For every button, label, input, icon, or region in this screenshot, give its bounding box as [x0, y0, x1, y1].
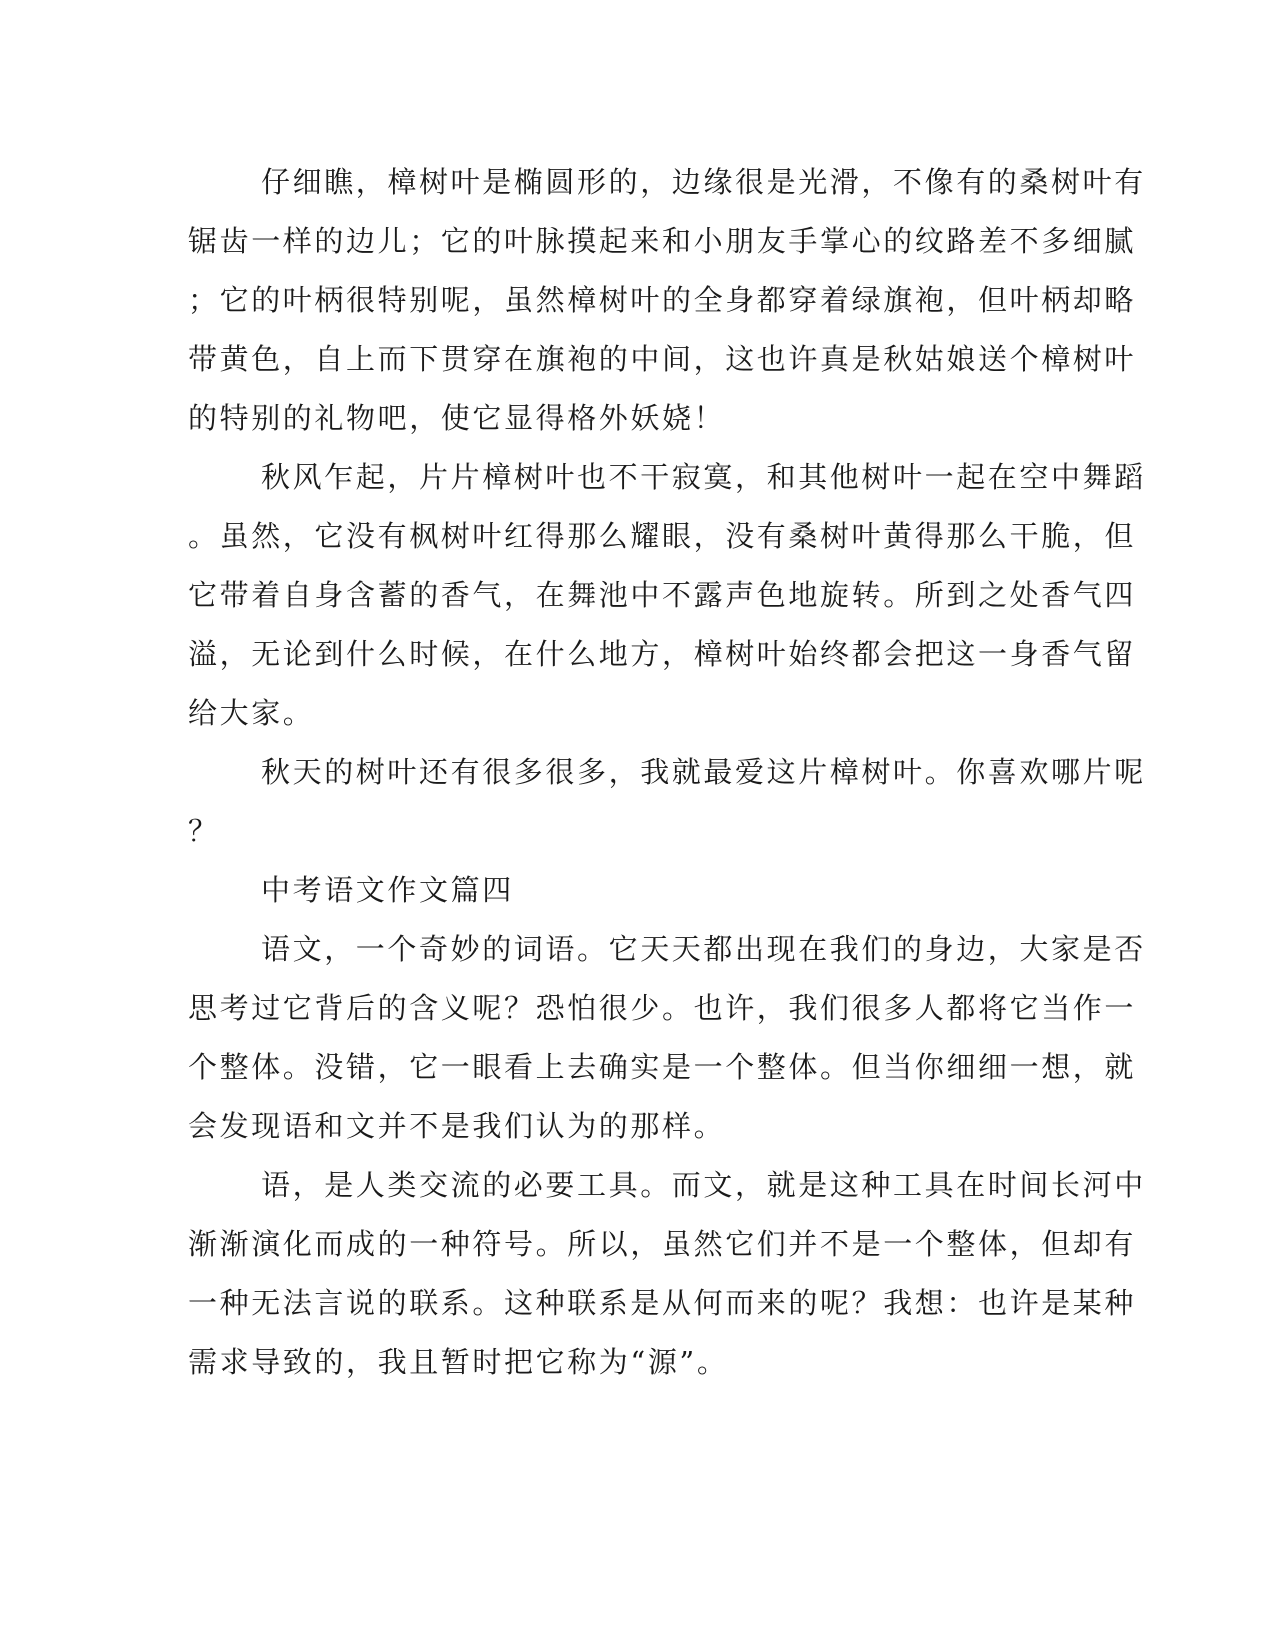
- text-line: 的特别的礼物吧，使它显得格外妖娆！: [188, 401, 726, 435]
- text-line: 一种无法言说的联系。这种联系是从何而来的呢？我想：也许是某种: [188, 1286, 1137, 1320]
- text-line: 锯齿一样的边儿；它的叶脉摸起来和小朋友手掌心的纹路差不多细腻: [188, 224, 1137, 258]
- text-line: ；它的叶柄很特别呢，虽然樟树叶的全身都穿着绿旗袍，但叶柄却略: [188, 283, 1137, 317]
- text-line: 给大家。: [188, 696, 315, 730]
- text-line: ？: [188, 814, 220, 848]
- text-line: 会发现语和文并不是我们认为的那样。: [188, 1109, 726, 1143]
- text-line: 需求导致的，我且暂时把它称为“源”。: [188, 1345, 729, 1379]
- section-heading: 中考语文作文篇四: [261, 873, 514, 907]
- text-line: 个整体。没错，它一眼看上去确实是一个整体。但当你细细一想，就: [188, 1050, 1137, 1084]
- text-line: 秋天的树叶还有很多很多，我就最爱这片樟树叶。你喜欢哪片呢: [261, 755, 1146, 789]
- text-line: 思考过它背后的含义呢？恐怕很少。也许，我们很多人都将它当作一: [188, 991, 1137, 1025]
- text-line: 仔细瞧，樟树叶是椭圆形的，边缘很是光滑，不像有的桑树叶有: [261, 165, 1146, 199]
- text-line: 语，是人类交流的必要工具。而文，就是这种工具在时间长河中: [261, 1168, 1146, 1202]
- text-line: 。虽然，它没有枫树叶红得那么耀眼，没有桑树叶黄得那么干脆，但: [188, 519, 1137, 553]
- text-line: 它带着自身含蓄的香气，在舞池中不露声色地旋转。所到之处香气四: [188, 578, 1137, 612]
- text-line: 带黄色，自上而下贯穿在旗袍的中间，这也许真是秋姑娘送个樟树叶: [188, 342, 1137, 376]
- text-line: 语文，一个奇妙的词语。它天天都出现在我们的身边，大家是否: [261, 932, 1146, 966]
- text-line: 渐渐演化而成的一种符号。所以，虽然它们并不是一个整体，但却有: [188, 1227, 1137, 1261]
- text-line: 秋风乍起，片片樟树叶也不干寂寞，和其他树叶一起在空中舞蹈: [261, 460, 1146, 494]
- text-line: 溢，无论到什么时候，在什么地方，樟树叶始终都会把这一身香气留: [188, 637, 1137, 671]
